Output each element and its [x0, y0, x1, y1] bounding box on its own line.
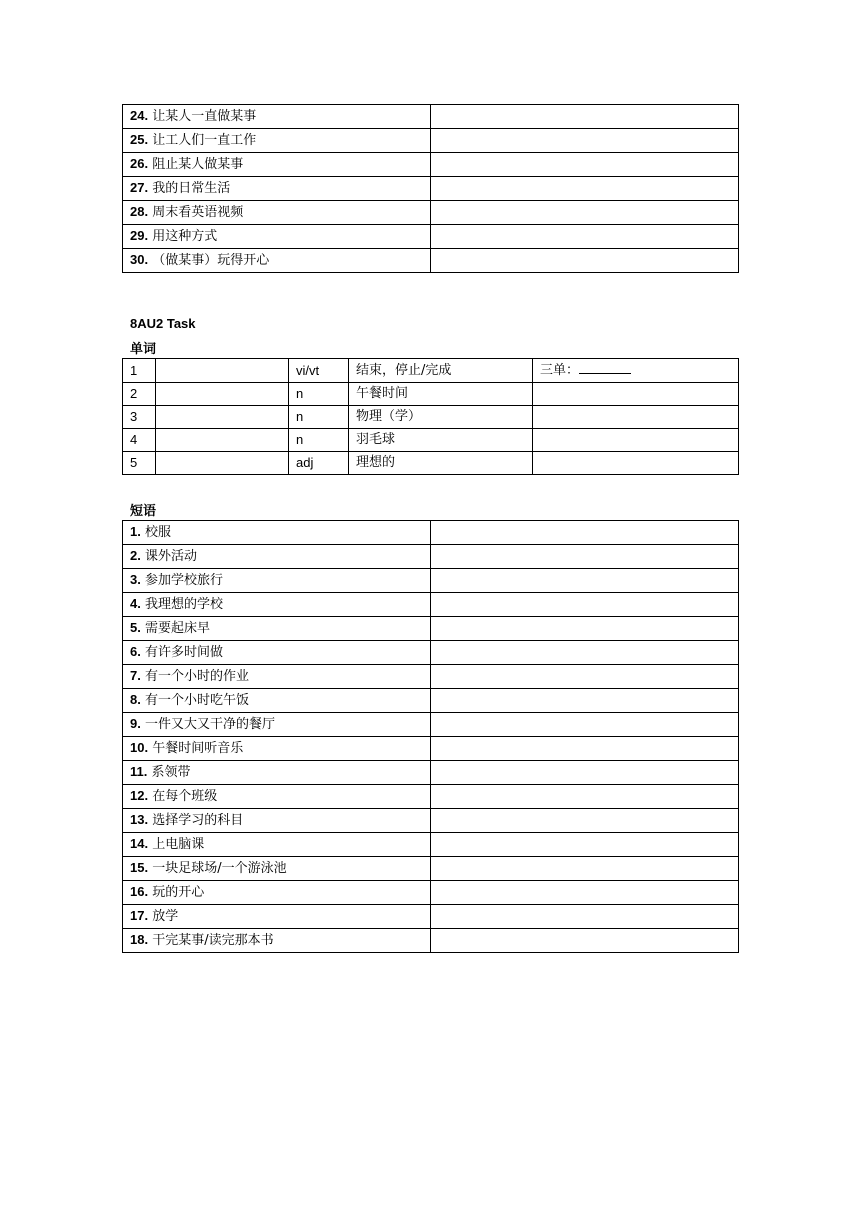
phrase-number: 25. [130, 132, 149, 147]
phrase-text: 在每个班级 [152, 789, 218, 804]
word-meaning: 物理（学） [349, 406, 533, 429]
table-row [123, 452, 739, 475]
phrase-cell [123, 857, 431, 881]
word-number: 4 [123, 429, 156, 452]
table-row [123, 201, 739, 225]
word-note-cell[interactable] [533, 429, 739, 452]
table-row [123, 689, 739, 713]
phrase-text: （做某事）玩得开心 [152, 253, 270, 268]
table-row [123, 249, 739, 273]
phrase-number: 24. [130, 108, 149, 123]
table-row [123, 905, 739, 929]
table-row [123, 593, 739, 617]
phrase-text: 校服 [144, 525, 171, 540]
phrase-text: 让某人一直做某事 [152, 109, 257, 124]
phrase-number: 28. [130, 204, 149, 219]
answer-cell[interactable] [431, 177, 739, 201]
phrase-text: 我的日常生活 [152, 181, 231, 196]
phrase-text: 玩的开心 [152, 885, 205, 900]
word-note-cell[interactable] [533, 383, 739, 406]
fill-blank-line[interactable] [579, 359, 631, 374]
answer-cell[interactable] [431, 785, 739, 809]
answer-cell[interactable] [431, 569, 739, 593]
word-number: 2 [123, 383, 156, 406]
phrase-cell [123, 809, 431, 833]
word-answer-cell[interactable] [156, 452, 289, 475]
phrase-text: 需要起床早 [144, 621, 210, 636]
phrase-number: 3. [130, 572, 141, 587]
table-row [123, 129, 739, 153]
phrase-text: 有许多时间做 [144, 645, 223, 660]
phrase-number: 1. [130, 524, 141, 539]
phrase-text: 有一个小时吃午饭 [144, 693, 249, 708]
phrase-cell [123, 225, 431, 249]
word-note-cell[interactable] [533, 452, 739, 475]
word-meaning: 羽毛球 [349, 429, 533, 452]
answer-cell[interactable] [431, 545, 739, 569]
phrase-text: 一块足球场/一个游泳池 [152, 861, 287, 876]
table-row [123, 429, 739, 452]
phrase-text: 选择学习的科目 [152, 813, 244, 828]
word-note-cell[interactable] [533, 406, 739, 429]
phrase-number: 15. [130, 860, 149, 875]
table-row [123, 225, 739, 249]
phrase-number: 9. [130, 716, 141, 731]
phrase-cell [123, 153, 431, 177]
phrase-cell [123, 785, 431, 809]
answer-cell[interactable] [431, 225, 739, 249]
phrase-number: 27. [130, 180, 149, 195]
word-pos: vi/vt [289, 359, 349, 383]
table-row [123, 881, 739, 905]
phrase-cell [123, 929, 431, 953]
phrase-number: 8. [130, 692, 141, 707]
table-row [123, 177, 739, 201]
phrase-number: 30. [130, 252, 149, 267]
answer-cell[interactable] [431, 641, 739, 665]
phrases-section-label: 短语 [130, 504, 157, 519]
answer-cell[interactable] [431, 593, 739, 617]
phrase-number: 10. [130, 740, 149, 755]
phrase-text: 课外活动 [144, 549, 197, 564]
table-row [123, 406, 739, 429]
word-answer-cell[interactable] [156, 383, 289, 406]
answer-cell[interactable] [431, 737, 739, 761]
answer-cell[interactable] [431, 665, 739, 689]
phrase-number: 5. [130, 620, 141, 635]
phrase-text: 阻止某人做某事 [152, 157, 244, 172]
phrase-number: 18. [130, 932, 149, 947]
answer-cell[interactable] [431, 105, 739, 129]
phrase-number: 29. [130, 228, 149, 243]
answer-cell[interactable] [431, 689, 739, 713]
phrase-number: 4. [130, 596, 141, 611]
phrases-table-continued [122, 104, 739, 273]
answer-cell[interactable] [431, 249, 739, 273]
phrase-text: 一件又大又干净的餐厅 [144, 717, 275, 732]
phrase-cell [123, 881, 431, 905]
word-pos: n [289, 429, 349, 452]
word-answer-cell[interactable] [156, 359, 289, 383]
phrase-cell [123, 569, 431, 593]
phrase-cell [123, 833, 431, 857]
table-row [123, 617, 739, 641]
phrase-cell [123, 177, 431, 201]
phrase-text: 参加学校旅行 [144, 573, 223, 588]
phrase-number: 16. [130, 884, 149, 899]
word-number: 1 [123, 359, 156, 383]
phrase-cell [123, 129, 431, 153]
phrase-text: 上电脑课 [152, 837, 205, 852]
words-table [122, 358, 739, 475]
phrase-text: 让工人们一直工作 [152, 133, 257, 148]
phrase-cell [123, 761, 431, 785]
answer-cell[interactable] [431, 761, 739, 785]
table-row [123, 833, 739, 857]
phrase-cell [123, 713, 431, 737]
phrase-number: 14. [130, 836, 149, 851]
phrase-text: 用这种方式 [152, 229, 218, 244]
word-pos: n [289, 406, 349, 429]
phrase-number: 11. [130, 764, 148, 779]
table-row [123, 665, 739, 689]
word-meaning: 理想的 [349, 452, 533, 475]
phrase-text: 周末看英语视频 [152, 205, 244, 220]
phrase-cell [123, 521, 431, 545]
word-pos: n [289, 383, 349, 406]
phrase-cell [123, 665, 431, 689]
phrase-cell [123, 201, 431, 225]
word-number: 5 [123, 452, 156, 475]
answer-cell[interactable] [431, 833, 739, 857]
phrase-number: 7. [130, 668, 141, 683]
table-row [123, 359, 739, 383]
word-number: 3 [123, 406, 156, 429]
phrase-cell [123, 737, 431, 761]
phrase-text: 放学 [152, 909, 179, 924]
phrase-number: 6. [130, 644, 141, 659]
table-row [123, 713, 739, 737]
phrase-text: 有一个小时的作业 [144, 669, 249, 684]
phrase-text: 干完某事/读完那本书 [152, 933, 274, 948]
table-row [123, 569, 739, 593]
table-row [123, 105, 739, 129]
answer-cell[interactable] [431, 881, 739, 905]
phrase-cell [123, 249, 431, 273]
phrase-cell [123, 545, 431, 569]
word-meaning: 结束，停止/完成 [349, 359, 533, 383]
phrase-number: 13. [130, 812, 149, 827]
word-note-cell [533, 359, 739, 383]
phrase-cell [123, 593, 431, 617]
answer-cell[interactable] [431, 617, 739, 641]
phrase-text: 午餐时间听音乐 [152, 741, 244, 756]
answer-cell[interactable] [431, 129, 739, 153]
answer-cell[interactable] [431, 713, 739, 737]
unit-title: 8AU2 Task [130, 316, 196, 331]
word-note: 三单： [540, 363, 580, 378]
word-answer-cell[interactable] [156, 406, 289, 429]
table-row [123, 737, 739, 761]
phrase-cell [123, 905, 431, 929]
table-row [123, 641, 739, 665]
answer-cell[interactable] [431, 153, 739, 177]
answer-cell[interactable] [431, 905, 739, 929]
phrase-number: 2. [130, 548, 141, 563]
table-row [123, 383, 739, 406]
phrase-cell [123, 689, 431, 713]
word-answer-cell[interactable] [156, 429, 289, 452]
table-row [123, 545, 739, 569]
phrase-cell [123, 641, 431, 665]
phrase-cell [123, 105, 431, 129]
word-meaning: 午餐时间 [349, 383, 533, 406]
table-row [123, 785, 739, 809]
phrase-cell [123, 617, 431, 641]
table-row [123, 761, 739, 785]
answer-cell[interactable] [431, 521, 739, 545]
answer-cell[interactable] [431, 929, 739, 953]
table-row [123, 521, 739, 545]
phrases-table [122, 520, 739, 953]
table-row [123, 809, 739, 833]
word-pos: adj [289, 452, 349, 475]
phrase-number: 26. [130, 156, 149, 171]
answer-cell[interactable] [431, 857, 739, 881]
words-section-label: 单词 [130, 342, 157, 357]
phrase-number: 12. [130, 788, 149, 803]
table-row [123, 153, 739, 177]
phrase-number: 17. [130, 908, 149, 923]
answer-cell[interactable] [431, 809, 739, 833]
table-row [123, 929, 739, 953]
phrase-text: 系领带 [151, 765, 191, 780]
phrase-text: 我理想的学校 [144, 597, 223, 612]
answer-cell[interactable] [431, 201, 739, 225]
table-row [123, 857, 739, 881]
